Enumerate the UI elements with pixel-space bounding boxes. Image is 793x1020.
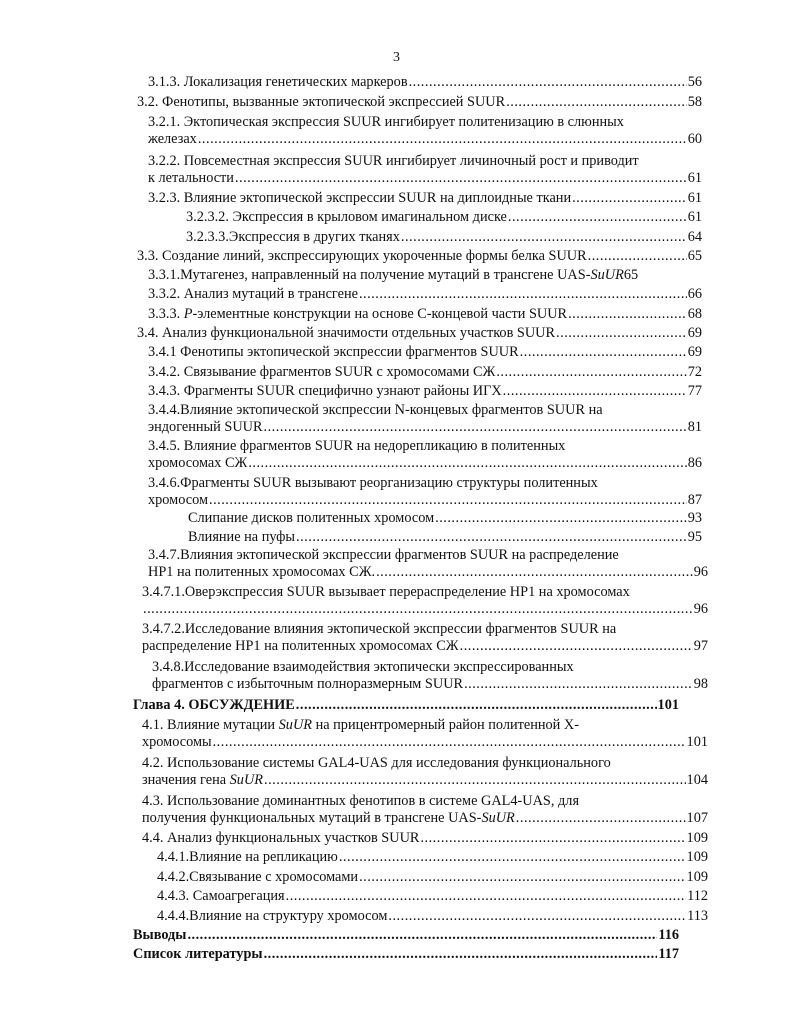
toc-entry-title: 4.2. Использование системы GAL4-UAS для исследования функционального (142, 755, 611, 771)
dot-leader (420, 830, 685, 847)
dot-leader (286, 888, 686, 905)
toc-entry-page: 65 (623, 267, 639, 283)
toc-entry-3-2-1 (148, 114, 702, 148)
toc-entry-title: 4.3. Использование доминантных фенотипов в системе GAL4-UAS, для (142, 793, 580, 809)
gene-name-italic: SuUR (278, 717, 312, 733)
dot-leader (213, 734, 686, 751)
dot-leader (520, 344, 687, 361)
toc-entry-references (133, 946, 679, 963)
toc-entry-title: 3.3. Создание линий, экспрессирующих укороченные формы белка SUUR (137, 248, 587, 264)
dot-leader (187, 927, 657, 944)
dot-leader (264, 419, 687, 436)
toc-entry-page: 116 (658, 927, 679, 943)
toc-entry-page: 58 (687, 94, 702, 110)
toc-entry-3-4-6 (148, 475, 702, 509)
toc-entry-page: 113 (687, 908, 708, 924)
dot-leader (516, 810, 686, 827)
toc-entry-page: 64 (687, 229, 702, 245)
toc-entry-page: 68 (687, 306, 702, 322)
gene-name-italic: SuUR (590, 267, 624, 283)
toc-entry-page: 101 (686, 734, 708, 750)
toc-entry-title: Слипание дисков политенных хромосом (188, 510, 435, 526)
toc-entry-title: 3.4.7.1.Оверэкспрессия SUUR вызывает перераспределение HP1 на хромосомах (142, 584, 630, 600)
dot-leader (264, 946, 658, 963)
toc-entry-title: 3.3.3. P-элементные конструкции на основе С-концевой части SUUR (148, 306, 568, 322)
toc-entry-page: 95 (687, 529, 702, 545)
toc-entry-4-4-4 (157, 908, 708, 925)
toc-entry-title: 3.2.2. Повсеместная экспрессия SUUR ингибирует личиночный рост и приводит (148, 153, 639, 169)
toc-entry-3-2-3-3 (186, 229, 702, 246)
toc-entry-title: 3.2.3. Влияние эктопической экспрессии SUUR на диплоидные ткани (148, 190, 572, 206)
toc-entry-3-3-3 (148, 306, 702, 323)
toc-entry-title: 3.4. Анализ функциональной значимости отдельных участков SUUR (137, 325, 556, 341)
dot-leader (556, 325, 687, 342)
toc-entry-4-1 (142, 717, 708, 751)
toc-entry-title-cont: фрагментов с избыточным полноразмерным SUUR (152, 676, 464, 692)
toc-entry-title: 3.2. Фенотипы, вызванные эктопической экспрессией SUUR (137, 94, 506, 110)
toc-entry-title: Глава 4. ОБСУЖДЕНИЕ (133, 697, 295, 713)
toc-entry-title: 4.4.1.Влияние на репликацию (157, 849, 338, 865)
toc-entry-title-cont: к летальности (148, 170, 234, 186)
gene-name-italic: SuUR (481, 810, 515, 826)
toc-entry-page: 109 (686, 849, 708, 865)
toc-entry-3-3 (137, 248, 702, 265)
toc-entry-3-2 (137, 94, 702, 111)
toc-entry-page: 56 (687, 74, 702, 90)
dot-leader (198, 131, 687, 148)
dot-leader (506, 94, 687, 111)
toc-entry-page: 107 (686, 810, 708, 826)
toc-entry-title-cont: хромосомы (142, 734, 212, 750)
toc-entry-page: 112 (687, 888, 708, 904)
toc-entry-page: 66 (687, 286, 702, 302)
toc-entry-title: Список литературы (133, 946, 263, 962)
toc-entry-puffs (188, 529, 702, 546)
toc-entry-title: 3.4.5. Влияние фрагментов SUUR на недорепликацию в политенных (148, 438, 566, 454)
dot-leader (388, 908, 686, 925)
toc-entry-title: 4.4.4.Влияние на структуру хромосом (157, 908, 388, 924)
toc-entry-page: 97 (693, 638, 708, 654)
dot-leader (435, 510, 687, 527)
toc-entry-page: 69 (687, 325, 702, 341)
gene-name-italic: SuUR (229, 772, 264, 788)
toc-entry-title: 3.2.3.3.Экспрессия в других тканях (186, 229, 400, 245)
dot-leader (460, 638, 693, 655)
toc-entry-title-cont: железах (148, 131, 197, 147)
dot-leader (296, 697, 657, 714)
toc-entry-3-4-1 (148, 344, 702, 361)
toc-entry-page: 72 (687, 364, 702, 380)
toc-entry-page: 81 (687, 419, 702, 435)
toc-entry-title: 3.4.4.Влияние эктопической экспрессии N-концевых фрагментов SUUR на (148, 402, 603, 418)
toc-entry-page: 60 (687, 131, 702, 147)
dot-leader (235, 170, 687, 187)
dot-leader (359, 869, 685, 886)
toc-entry-disc-adhesion (188, 510, 702, 527)
toc-entry-3-2-3-2 (186, 209, 702, 226)
toc-entry-title: 3.4.8.Исследование взаимодействия эктопически экспрессированных (152, 659, 574, 675)
toc-entry-3-3-2 (148, 286, 702, 303)
toc-entry-title: 4.4.2.Связывание с хромосомами (157, 869, 359, 885)
toc-entry-4-2 (142, 755, 708, 789)
toc-entry-title-cont: распределение HP1 на политенных хромосомах СЖ (142, 638, 459, 654)
dot-leader (401, 229, 687, 246)
toc-entry-title-cont: HP1 на политенных хромосомах СЖ. (148, 564, 376, 580)
toc-entry-3-4 (137, 325, 702, 342)
toc-entry-title: 3.1.3. Локализация генетических маркеров (148, 74, 408, 90)
dot-leader (568, 306, 687, 323)
dot-leader (359, 286, 687, 303)
toc-entry-page: 93 (687, 510, 702, 526)
toc-entry-3-4-7-2 (142, 621, 708, 655)
toc-entry-title-cont: получения функциональных мутаций в трансгене UAS-SuUR (142, 810, 515, 826)
toc-entry-4-3 (142, 793, 708, 827)
dot-leader (248, 455, 686, 472)
toc-entry-title: 3.2.1. Эктопическая экспрессия SUUR ингибирует политенизацию в слюнных (148, 114, 624, 130)
toc-entry-title: Выводы (133, 927, 187, 943)
toc-entry-page: 117 (658, 946, 679, 962)
toc-entry-title: 3.2.3.2. Экспрессия в крыловом имагинальном диске (186, 209, 507, 225)
toc-entry-page: 104 (686, 772, 708, 788)
toc-entry-page: 61 (687, 190, 702, 206)
toc-entry-title-cont: хромосомах СЖ (148, 455, 248, 471)
toc-entry-conclusions (133, 927, 679, 944)
dot-leader (588, 248, 687, 265)
dot-leader (376, 564, 693, 581)
toc-entry-page: 87 (687, 492, 702, 508)
toc-entry-page: 69 (687, 344, 702, 360)
toc-entry-title: 3.4.3. Фрагменты SUUR специфично узнают районы ИГХ (148, 383, 502, 399)
dot-leader (503, 383, 687, 400)
dot-leader (409, 74, 687, 91)
toc-entry-3-4-2 (148, 364, 702, 381)
toc-entry-3-4-7-1 (142, 584, 708, 618)
toc-entry-title: Влияние на пуфы (188, 529, 296, 545)
toc-entry-title-cont: значения гена SuUR (142, 772, 264, 788)
p-element-italic: P (183, 306, 193, 322)
toc-entry-page: 77 (687, 383, 702, 399)
toc-entry-title: 3.4.7.Влияния эктопической экспрессии фрагментов SUUR на распределение (148, 547, 619, 563)
toc-entry-4-4-3 (157, 888, 708, 905)
toc-entry-page: 61 (687, 170, 702, 186)
toc-entry-page: 61 (687, 209, 702, 225)
dot-leader (296, 529, 687, 546)
toc-entry-3-2-3 (148, 190, 702, 207)
toc-entry-4-4 (142, 830, 708, 847)
toc-entry-title: 3.3.2. Анализ мутаций в трансгене (148, 286, 358, 302)
toc-entry-page: 109 (686, 830, 708, 846)
toc-entry-title: 3.4.7.2.Исследование влияния эктопической экспрессии фрагментов SUUR на (142, 621, 617, 637)
dot-leader (143, 601, 693, 618)
page-number: 3 (393, 50, 400, 65)
dot-leader (572, 190, 687, 207)
toc-entry-page: 86 (687, 455, 702, 471)
toc-entry-3-4-8 (152, 659, 708, 693)
dot-leader (508, 209, 687, 226)
toc-entry-title: 4.1. Влияние мутации SuUR на прицентромерный район политенной Х- (142, 717, 579, 733)
toc-entry-3-2-2 (148, 153, 702, 187)
toc-entry-3-1-3 (148, 74, 702, 91)
toc-entry-title: 4.4.3. Самоагрегация (157, 888, 285, 904)
toc-entry-title: 3.4.1 Фенотипы эктопической экспрессии фрагментов SUUR (148, 344, 519, 360)
toc-entry-3-4-7 (148, 547, 708, 581)
toc-entry-4-4-2 (157, 869, 708, 886)
toc-entry-page: 109 (686, 869, 708, 885)
toc-entry-3-4-3 (148, 383, 702, 400)
toc-entry-page: 65 (687, 248, 702, 264)
toc-entry-title-cont: хромосом (148, 492, 208, 508)
toc-entry-3-3-1 (148, 267, 702, 284)
toc-entry-page: 96 (693, 601, 708, 617)
toc-entry-4-4-1 (157, 849, 708, 866)
dot-leader (339, 849, 686, 866)
dot-leader (464, 676, 693, 693)
toc-entry-page: 101 (657, 697, 679, 713)
toc-entry-title: 4.4. Анализ функциональных участков SUUR (142, 830, 420, 846)
dot-leader (264, 772, 686, 789)
toc-entry-title: 3.4.2. Связывание фрагментов SUUR с хромосомами СЖ (148, 364, 496, 380)
toc-entry-chapter-4 (133, 697, 679, 714)
toc-entry-title-cont: эндогенный SUUR (148, 419, 263, 435)
dot-leader (209, 492, 687, 509)
toc-entry-title: 3.4.6.Фрагменты SUUR вызывают реорганизацию структуры политенных (148, 475, 598, 491)
dot-leader (496, 364, 686, 381)
toc-entry-3-4-5 (148, 438, 702, 472)
toc-entry-page: 96 (693, 564, 708, 580)
toc-entry-3-4-4 (148, 402, 702, 436)
toc-entry-page: 98 (693, 676, 708, 692)
toc-entry-title: 3.3.1.Мутагенез, направленный на получение мутаций в трансгене UAS-SuUR (148, 267, 624, 283)
